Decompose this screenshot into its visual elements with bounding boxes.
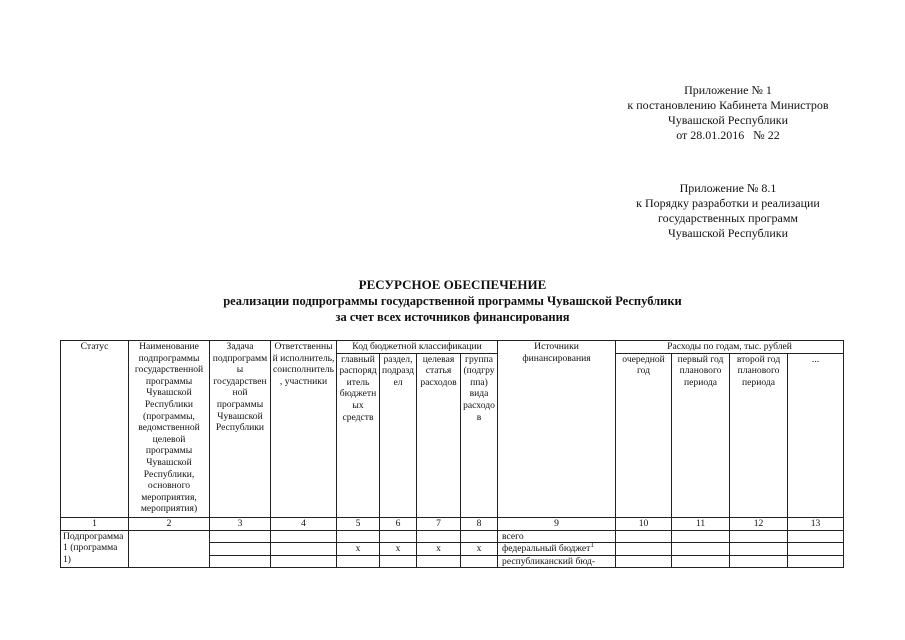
header-target-item: целевая статья расходов — [417, 353, 461, 517]
table-cell — [616, 555, 672, 568]
header-executor: Ответственный исполнитель, соисполнитель, участники — [271, 341, 337, 518]
header-current-year: очередной год — [616, 353, 672, 517]
table-cell — [271, 543, 337, 556]
row-name-cell — [129, 530, 210, 568]
appendix-8-1-block — [608, 181, 848, 241]
header-plan-year-1: первый год планового периода — [672, 353, 730, 517]
header-sources: Источники финансирования — [498, 341, 616, 518]
col-num: 13 — [788, 517, 844, 530]
appendix-1-line1: Приложение № 1 — [684, 83, 772, 97]
col-num: 2 — [129, 517, 210, 530]
col-num: 8 — [461, 517, 498, 530]
title-line3: за счет всех источников финансирования — [335, 310, 570, 324]
header-plan-year-2: второй год планового периода — [730, 353, 788, 517]
table-cell — [672, 530, 730, 543]
title-line2: реализации подпрограммы государственной программы Чувашской Республики — [223, 294, 682, 308]
col-num: 1 — [61, 517, 129, 530]
col-num: 4 — [271, 517, 337, 530]
appendix-1-line4: от 28.01.2016 № 22 — [676, 128, 780, 142]
x-mark: x — [461, 543, 498, 556]
header-task: Задача подпрограммы государственной программы Чувашской Республики — [210, 341, 271, 518]
col-num: 10 — [616, 517, 672, 530]
col-num: 11 — [672, 517, 730, 530]
header-more: ... — [788, 353, 844, 517]
table-cell — [788, 530, 844, 543]
col-num: 7 — [417, 517, 461, 530]
table-cell — [672, 543, 730, 556]
col-num: 12 — [730, 517, 788, 530]
table-cell — [616, 530, 672, 543]
col-num: 5 — [337, 517, 380, 530]
source-federal — [498, 543, 616, 556]
resource-table — [60, 340, 844, 568]
col-num: 6 — [380, 517, 417, 530]
appendix-8-1-line1: Приложение № 8.1 — [679, 181, 777, 195]
appendix-1-line2: к постановлению Кабинета Министров — [627, 98, 829, 112]
table-cell — [271, 555, 337, 568]
col-num: 9 — [498, 517, 616, 530]
table-cell — [730, 555, 788, 568]
table-row — [61, 530, 844, 543]
source-republican: республиканский бюд- — [498, 555, 616, 568]
table-cell — [788, 555, 844, 568]
table-cell — [672, 555, 730, 568]
x-mark: x — [380, 543, 417, 556]
source-federal-label: федеральный бюджет — [502, 543, 591, 555]
table-cell — [730, 543, 788, 556]
document-title — [100, 277, 805, 325]
table-cell — [417, 530, 461, 543]
header-chief-manager: главный распорядитель бюджетных средств — [337, 353, 380, 517]
appendix-8-1-line2: к Порядку разработки и реализации — [636, 196, 820, 210]
column-numbers-row — [61, 517, 844, 530]
source-total: всего — [498, 530, 616, 543]
table-cell — [380, 530, 417, 543]
table-cell — [337, 530, 380, 543]
table-cell — [380, 555, 417, 568]
row-status: Подпрограмма 1 (программа 1) — [61, 530, 129, 568]
x-mark: x — [417, 543, 461, 556]
header-section: раздел, подраздел — [380, 353, 417, 517]
header-status: Статус — [61, 341, 129, 518]
table-cell — [730, 530, 788, 543]
appendix-8-1-line3: государственных программ — [657, 211, 799, 225]
table-cell — [616, 543, 672, 556]
x-mark: x — [337, 543, 380, 556]
footnote-marker: 1 — [590, 542, 594, 549]
header-expense-group: группа (подгруппа) вида расходов — [461, 353, 498, 517]
header-name: Наименование подпрограммы государственной программы Чувашской Республики (программы, ведомственной целевой программы Чувашской Республики, основного мероприятия, мероприятия) — [129, 341, 210, 518]
table-cell — [271, 530, 337, 543]
table-cell — [417, 555, 461, 568]
col-num: 3 — [210, 517, 271, 530]
header-row-1 — [61, 341, 844, 354]
table-cell — [461, 555, 498, 568]
title-line1: РЕСУРСНОЕ ОБЕСПЕЧЕНИЕ — [358, 277, 547, 292]
table-cell — [210, 530, 271, 543]
table-cell — [210, 555, 271, 568]
appendix-1-block — [598, 83, 858, 143]
table-cell — [337, 555, 380, 568]
table-cell — [788, 543, 844, 556]
appendix-1-line3: Чувашской Республики — [667, 113, 789, 127]
header-expenses: Расходы по годам, тыс. рублей — [616, 341, 844, 354]
table-cell — [461, 530, 498, 543]
table-cell — [210, 543, 271, 556]
header-budget-code: Код бюджетной классификации — [337, 341, 498, 354]
appendix-8-1-line4: Чувашской Республики — [667, 226, 789, 240]
